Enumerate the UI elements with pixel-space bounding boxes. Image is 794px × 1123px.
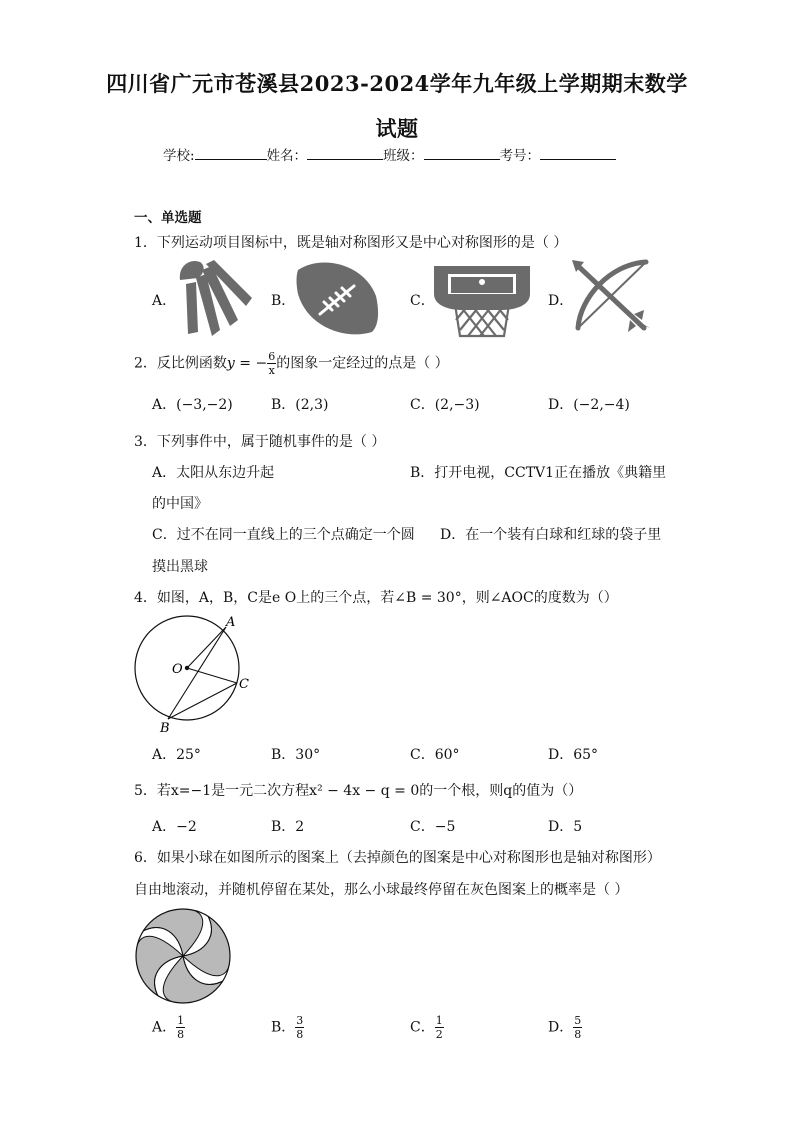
q2-fraction (267, 350, 276, 377)
q2-fraction-num: 6 (268, 350, 276, 363)
badminton-icon (172, 258, 262, 338)
q3-option-b-line1: B．打开电视，CCTV1正在播放《典籍里 (410, 465, 667, 481)
q2-stem-pre: 2．反比例函数 (134, 355, 227, 372)
q6-option-d-label: D． (548, 1019, 574, 1036)
q6-option-c (410, 1014, 444, 1041)
q4-option-b: B．30° (271, 747, 321, 763)
q6-option-a-label: A． (152, 1019, 177, 1036)
q6-option-a-fraction (176, 1014, 185, 1041)
q5-option-c: C．−5 (410, 819, 456, 835)
q1-option-a-label: A． (152, 293, 177, 309)
q4-option-d: D．65° (548, 747, 599, 763)
q6-option-d-den: 8 (574, 1028, 582, 1041)
q6-option-c-den: 2 (435, 1028, 443, 1041)
school-blank (195, 145, 267, 160)
q2-fraction-den: x (268, 364, 275, 377)
q4-label-o: O (172, 662, 183, 677)
q6-option-c-fraction (435, 1014, 444, 1041)
q2-stem-post: 的图象一定经过的点是（ ） (276, 355, 449, 372)
q3-option-d-line1: D．在一个装有白球和红球的袋子里 (440, 527, 662, 543)
rugby-ball-icon (292, 258, 382, 338)
q2-eq: = − (234, 355, 268, 372)
section-heading: 一、单选题 (134, 210, 202, 226)
q5-option-d: D．5 (548, 819, 583, 835)
page-title-line2: 试题 (375, 116, 419, 141)
q4-option-a: A．25° (152, 747, 201, 763)
q2-option-b: B．(2,3) (271, 397, 329, 413)
q3-option-d-line2: 摸出黑球 (152, 559, 208, 575)
q1-option-b-label: B． (271, 293, 296, 309)
name-blank (307, 145, 383, 160)
q1-stem: 1．下列运动项目图标中，既是轴对称图形又是中心对称图形的是（ ） (134, 235, 568, 251)
q6-option-b-den: 8 (296, 1028, 304, 1041)
q5-option-b: B．2 (271, 819, 305, 835)
q6-option-c-num: 1 (435, 1014, 443, 1027)
q6-option-b-fraction (295, 1014, 304, 1041)
name-label: 姓名： (266, 148, 308, 164)
q4-label-b: B (160, 721, 170, 736)
q2-option-a: A．(−3,−2) (152, 397, 233, 413)
q6-pattern-figure (133, 906, 233, 1006)
q4-label-a: A (226, 615, 236, 630)
q1-option-c-label: C． (410, 293, 435, 309)
page-title: 四川省广元市苍溪县2023-2024学年九年级上学期期末数学 (106, 71, 688, 96)
q2-stem (134, 350, 449, 377)
q3-stem: 3．下列事件中，属于随机事件的是（ ） (134, 434, 386, 450)
class-label: 班级： (383, 148, 424, 164)
q4-stem: 4．如图，A，B，C是e O上的三个点，若∠B = 30°，则∠AOC的度数为（） (134, 590, 618, 606)
q3-option-c: C．过不在同一直线上的三个点确定一个圆 (152, 527, 415, 543)
exam-no-label: 考号： (499, 148, 541, 164)
q3-option-a: A．太阳从东边升起 (152, 465, 275, 481)
q2-var-y: y (226, 355, 235, 372)
q1-option-d-label: D． (548, 293, 574, 309)
school-label: 学校: (163, 148, 195, 164)
class-blank (424, 145, 500, 160)
q6-option-b (271, 1014, 304, 1041)
q6-stem-line2: 自由地滚动，并随机停留在某处，那么小球最终停留在灰色图案上的概率是（ ） (134, 882, 629, 898)
q6-option-d (548, 1014, 582, 1041)
q6-option-d-num: 5 (574, 1014, 582, 1027)
q6-option-b-label: B． (271, 1019, 296, 1036)
student-info-line (163, 144, 616, 164)
q6-option-a-num: 1 (177, 1014, 185, 1027)
q6-option-d-fraction (573, 1014, 582, 1041)
q5-stem: 5．若x=−1是一元二次方程x² − 4x − q = 0的一个根，则q的值为（） (134, 783, 583, 799)
q2-option-c: C．(2,−3) (410, 397, 480, 413)
basketball-hoop-icon (432, 258, 532, 340)
q6-option-c-label: C． (410, 1019, 435, 1036)
q3-option-b-line2: 的中国》 (152, 496, 208, 512)
q6-option-b-num: 3 (296, 1014, 304, 1027)
q6-option-a-den: 8 (177, 1028, 185, 1041)
q2-option-d: D．(−2,−4) (548, 397, 630, 413)
archery-icon (570, 258, 654, 340)
q6-option-a (152, 1014, 185, 1041)
q4-circle-figure (128, 612, 258, 738)
q5-option-a: A．−2 (152, 819, 197, 835)
q4-option-c: C．60° (410, 747, 460, 763)
exam-no-blank (540, 145, 616, 160)
q6-stem-line1: 6．如果小球在如图所示的图案上（去掉颜色的图案是中心对称图形也是轴对称图形） (134, 850, 661, 866)
q4-label-c: C (239, 677, 249, 692)
